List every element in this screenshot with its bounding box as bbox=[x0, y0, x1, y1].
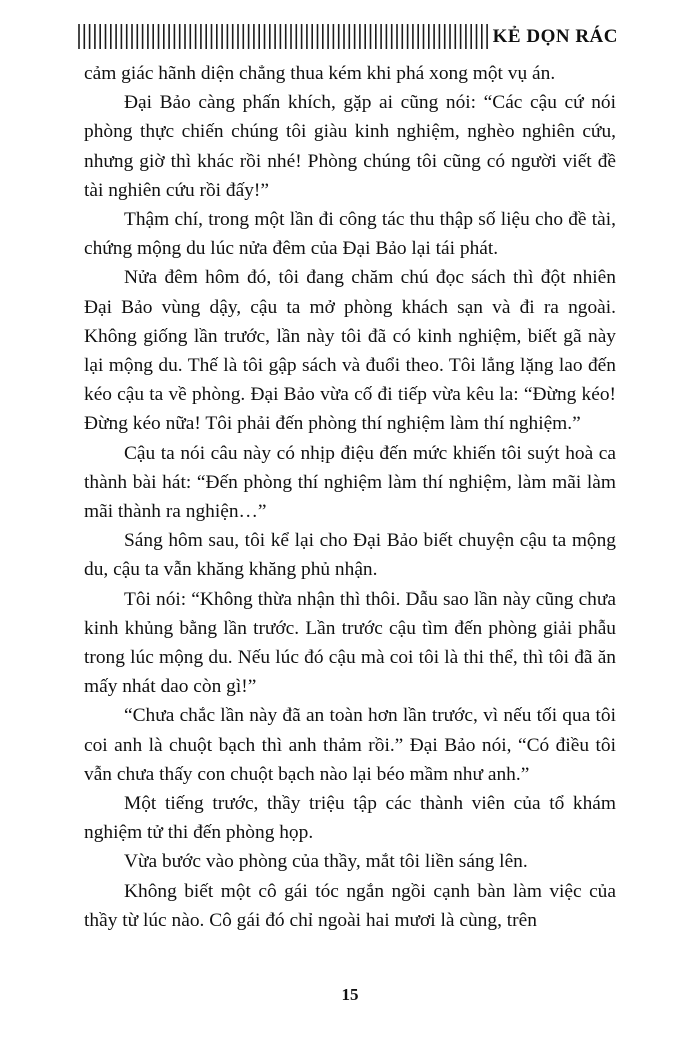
paragraph: Không biết một cô gái tóc ngắn ngồi cạnh bàn làm việc của thầy từ lúc nào. Cô gái đó chỉ ngoài hai mươi là cùng, trên bbox=[84, 880, 616, 931]
paragraph: Đại Bảo càng phấn khích, gặp ai cũng nói: “Các cậu cứ nói phòng thực chiến chúng tôi giàu kinh nghiệm, nghèo nghiên cứu, nhưng giờ thì khác rồi nhé! Phòng chúng tôi cũng có người viết đề tài nghiên cứu rồi đấy!” bbox=[84, 92, 616, 201]
running-header bbox=[78, 18, 618, 54]
paragraph: Tôi nói: “Không thừa nhận thì thôi. Dẫu sao lần này cũng chưa kinh khủng bằng lần trước. Lần trước cậu tìm đến phòng giải phẫu trong lúc mộng du. Nếu lúc đó cậu mà coi tôi là thi thể, thì tôi đã ăn mấy nhát dao còn gì!” bbox=[84, 588, 616, 698]
paragraph: “Chưa chắc lần này đã an toàn hơn lần trước, vì nếu tối qua tôi coi anh là chuột bạch thì anh thảm rồi.” Đại Bảo nói, “Có điều tôi vẫn chưa thấy con chuột bạch nào lại béo mầm như anh.” bbox=[84, 705, 616, 785]
page-number: 15 bbox=[341, 985, 359, 1004]
book-title: KẺ DỌN RÁC bbox=[492, 26, 618, 47]
paragraph: Sáng hôm sau, tôi kể lại cho Đại Bảo biết chuyện cậu ta mộng du, cậu ta vẫn khăng khăng phủ nhận. bbox=[84, 530, 616, 581]
paragraph: Vừa bước vào phòng của thầy, mắt tôi liền sáng lên. bbox=[124, 851, 528, 873]
page-body bbox=[84, 59, 616, 935]
decorative-line-pattern bbox=[78, 18, 498, 54]
paragraph: Nửa đêm hôm đó, tôi đang chăm chú đọc sách thì đột nhiên Đại Bảo vùng dậy, cậu ta mở phòng khách sạn và đi ra ngoài. Không giống lần trước, lần này tôi đã có kinh nghiệm, biết gã này lại mộng du. Thế là tôi gập sách và đuổi theo. Tôi lẳng lặng lao đến kéo cậu ta về phòng. Đại Bảo vừa cố đi tiếp vừa kêu la: “Đừng kéo! Đừng kéo nữa! Tôi phải đến phòng thí nghiệm làm thí nghiệm.” bbox=[84, 267, 616, 435]
paragraph: Thậm chí, trong một lần đi công tác thu thập số liệu cho đề tài, chứng mộng du lúc nửa đêm của Đại Bảo lại tái phát. bbox=[84, 209, 616, 260]
paragraph: Một tiếng trước, thầy triệu tập các thành viên của tổ khám nghiệm tử thi đến phòng họp. bbox=[84, 793, 616, 844]
paragraph: Cậu ta nói câu này có nhịp điệu đến mức khiến tôi suýt hoà ca thành bài hát: “Đến phòng thí nghiệm làm thí nghiệm, làm mãi làm mãi thành ra nghiện…” bbox=[84, 442, 616, 523]
paragraph: cảm giác hãnh diện chẳng thua kém khi phá xong một vụ án. bbox=[84, 63, 556, 84]
